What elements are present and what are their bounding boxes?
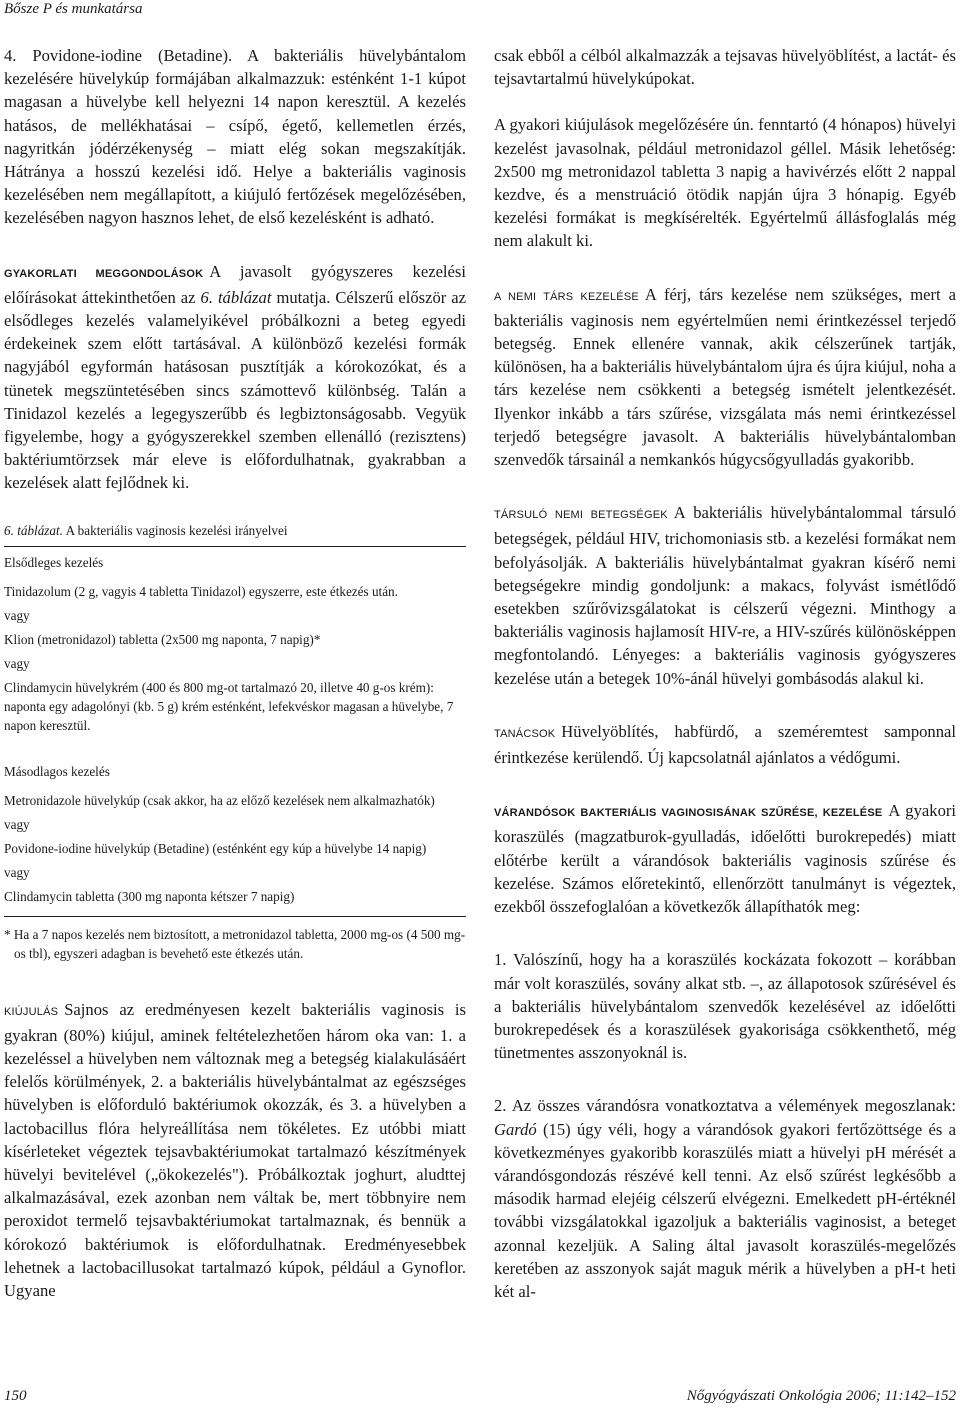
table-row: vagy [4, 864, 30, 880]
table-reference: 6. táblázat [200, 287, 272, 307]
table-row: Povidone-iodine hüvelykúp (Betadine) (esténként egy kúp a hüvelybe 14 napig) [4, 840, 427, 856]
paragraph-recurrence-prevention: A gyakori kiújulások megelőzésére ún. fenntartó (4 hónapos) hüvelyi kezelést javasolnak, például metronidazol géllel. Másik lehetőség: 2x500 mg metronidazol tabletta 3 napig a havivérzés előtt 2 nappal kezdve, és a menstruáció ötödik napján újra 3 hónapig. Egyéb kezelési formákat is megkísérelték. Egyértelmű állásfoglalás még nem alakult ki. [494, 115, 956, 251]
table-caption [4, 521, 466, 540]
table-section-primary: Elsődleges kezelés [4, 554, 104, 570]
section-text: Sajnos az eredményesen kezelt bakteriális vaginosis is gyakran (80%) kiújul, aminek feltételezhetően három oka van: 1. a kezeléssel a hüvelyben nem változnak meg a betegség kialakulásáért felelős körülmények, 2. a bakteriális hüvelybántalmat az egészséges hüvelyben is előforduló baktériumok okozzák, és 3. a hüvelyben a lactobacillus flóra helyreállítása nem tökéletes. Ez utóbbi miatt kísérleteket végeztek tejsavbaktériumokat tartalmazó készítmények hüvelyi bevitelével („ökokezelés"). Próbálkoztak joghurt, aludttej alkalmazásával, ezek azonban nem váltak be, mert többnyire nem peroxidot termelő tejsavbaktériumokat tartalmaznak, és bennük a kórokozó baktériumok is előfordulhatnak. Eredményesebbek lehetnek a lactobacillusokat tartalmazó kúpok, például a Gynoflor. Ugyane [4, 999, 466, 1301]
list-item-2 [494, 1094, 956, 1303]
author-name: Gardó [494, 1119, 537, 1139]
table-section-secondary: Másodlagos kezelés [4, 763, 110, 779]
section-advice [494, 720, 956, 769]
section-heading: KIÚJULÁS [4, 1005, 59, 1018]
table-label: 6. táblázat. [4, 522, 63, 538]
table-row: vagy [4, 655, 30, 671]
section-pregnancy-screening [494, 799, 956, 918]
table-row: Klion (metronidazol) tabletta (2x500 mg naponta, 7 napig)* [4, 631, 321, 647]
section-heading: GYAKORLATI MEGGONDOLÁSOK [4, 267, 204, 280]
section-heading: TANÁCSOK [494, 727, 556, 740]
section-text: A javasolt gyógyszeres kezelési előírásokat áttekinthetően az [4, 261, 466, 307]
right-column [494, 44, 956, 1303]
section-text: Hüvelyöblítés, habfürdő, a szeméremtest samponnal érintkezése kerülendő. Új kapcsolatnál ajánlatos a védőgumi. [494, 721, 956, 768]
section-text: mutatja. Célszerű először az elsődleges kezelés valamelyikével próbálkozni a beteg egyedi érdekeinek szem előtt tartásával. A különböző kezelési formák nagyjából egyformán hatásosan pusztítják a kórokozókat, és a tünetek megszüntetésében sincs számottevő különbség. Talán a Tinidazol kezelés a legegyszerűbb és legbiztonságosabb. Vegyük figyelembe, hogy a gyógyszerekkel szemben ellenálló (rezisztens) baktériumtörzsek már eleve is előfordulhatnak, gyakrabban a kezelések alatt fejlődnek ki. [4, 287, 467, 493]
paragraph-povidone: 4. Povidone-iodine (Betadine). A bakteriális hüvelybántalom kezelésére hüvelykúp formájában alkalmazzuk: esténként 1-1 kúpot magasan a hüvelybe kell helyezni 14 napon keresztül. A kezelés hatásos, de mellékhatásai – csípő, égető, kellemetlen érzés, nagyritkán jódérzékenység – miatt elég sokan megszakítják. Hátránya a hosszú kezelési idő. Helye a bakteriális vaginosis kezelésében nem megállapított, a kiújuló fertőzések megelőzésében, kezelésében nagyon hasznos lehet, de első kezelésként is adható. [4, 46, 466, 228]
list-item-1: 1. Valószínű, hogy ha a koraszülés kockázata fokozott – korábban már volt koraszülés, sovány alkat stb. –, az állapotosok szűrésével és a bakteriális hüvelybántalom szenvedők kezelésével az időelőtti burokrepedések és a koraszülések gyakorisága csökkenthető, még tünetmentes asszonyoknál is. [494, 950, 956, 1063]
section-heading: VÁRANDÓSOK BAKTERIÁLIS VAGINOSISÁNAK SZŰRÉSE, KEZELÉSE [494, 807, 883, 820]
section-heading: TÁRSULÓ NEMI BETEGSÉGEK [494, 509, 668, 522]
running-head: Bősze P és munkatársa [4, 1, 143, 17]
section-associated-diseases [494, 501, 956, 690]
section-text: A férj, társ kezelése nem szükséges, mert a bakteriális vaginosis nem egyértelműen nemi érintkezéssel terjedő betegség. Ennek ellenére vannak, akik célszerűnek tartják, különösen, ha a bakteriális hüvelybántalom újra és újra kiújul, noha a társ kezelése nem csökkenti a betegség ismételt jelentkezését. Ilyenkor inkább a társ szűrése, vizsgálata más nemi érintkezéssel terjedő betegségre javasolt. A bakteriális hüvelybántalomban szenvedők társainál a nemkankós húgycsőgyulladás gyakoribb. [494, 284, 956, 470]
paragraph-continued: csak ebből a célból alkalmazzák a tejsavas hüvelyöblítést, a lactát- és tejsavtartalmú hüvelykúpokat. [494, 46, 956, 89]
section-heading: A NEMI TÁRS KEZELÉSE [494, 290, 639, 303]
table-row: Metronidazole hüvelykúp (csak akkor, ha az előző kezelések nem alkalmazhatók) [4, 792, 435, 808]
section-text: A gyakori koraszülés (magzatburok-gyulladás, időelőtti burokrepedés) miatt előtérbe került a várandósok bakteriális vaginosis szűrése és kezelése. Számos előretekintő, ellenőrzött tanulmányt is végeztek, ezekből összefoglalóan a következők állapíthatók meg: [494, 801, 956, 917]
section-text: 2. Az összes várandósra vonatkoztatva a vélemények megoszlanak: [494, 1096, 956, 1116]
journal-citation: Nőgyógyászati Onkológia 2006; 11:142–152 [686, 1388, 956, 1404]
table-rule [4, 916, 466, 917]
treatment-table [4, 521, 466, 963]
section-practical-considerations [4, 260, 466, 495]
section-text: (15) úgy véli, hogy a várandósok gyakori fertőzöttsége és a következményes gyakoribb koraszülés miatt a hüvelyi pH mérését a várandósgondozás részévé kell tenni. Az első szűrést legkésőbb a második harmad elejéig célszerű elvégezni. Emelkedett pH-értéknél további vizsgálatokkal igazoljuk a bakteriális vaginosist, a beteget azonnal kezeljük. A Saling által javasolt koraszülés-megelőzés keretében az asszonyok saját maguk mérik a hüvelyben a pH-t heti két al- [494, 1119, 956, 1301]
table-row: Clindamycin tabletta (300 mg naponta kétszer 7 napig) [4, 888, 295, 904]
section-recurrence [4, 998, 466, 1303]
table-row: vagy [4, 607, 30, 623]
section-partner-treatment [494, 283, 956, 472]
table-footnote: * Ha a 7 napos kezelés nem biztosított, a metronidazol tabletta, 2000 mg-os (4 500 mg-os tbl), egyszeri adagban is bevehető este étkezés után. [4, 926, 466, 961]
table-row: vagy [4, 816, 30, 832]
page-number: 150 [4, 1388, 27, 1404]
table-row: Clindamycin hüvelykrém (400 és 800 mg-ot tartalmazó 20, illetve 40 g-os krém): naponta egy adagolónyi (kb. 5 g) krém esténként, lefekvéskor magasan a hüvelybe, 7 napon keresztül. [4, 679, 454, 733]
table-rule [4, 546, 466, 547]
table-title: A bakteriális vaginosis kezelési irányelvei [65, 522, 288, 538]
table-row: Tinidazolum (2 g, vagyis 4 tabletta Tinidazol) egyszerre, este étkezés után. [4, 583, 398, 599]
section-text: A bakteriális hüvelybántalommal társuló betegségek, például HIV, trichomoniasis stb. a kezelési formákat nem befolyásolják. A bakteriális hüvelybántalmat gyakran kísérő nemi betegségekre mindig gondoljunk: a makacs, folyvást ismétlődő esetekben szűrővizsgálatokat is célszerű végezni. Minthogy a bakteriális vaginosis hajlamosít HIV-re, a HIV-szűrés különösképpen megfontolandó. Lényeges: a bakteriális vaginosis gyógyszeres kezelése után a betegek 10%-ánál hüvelyi gombásodás alakul ki. [494, 503, 956, 688]
left-column [4, 44, 466, 1302]
